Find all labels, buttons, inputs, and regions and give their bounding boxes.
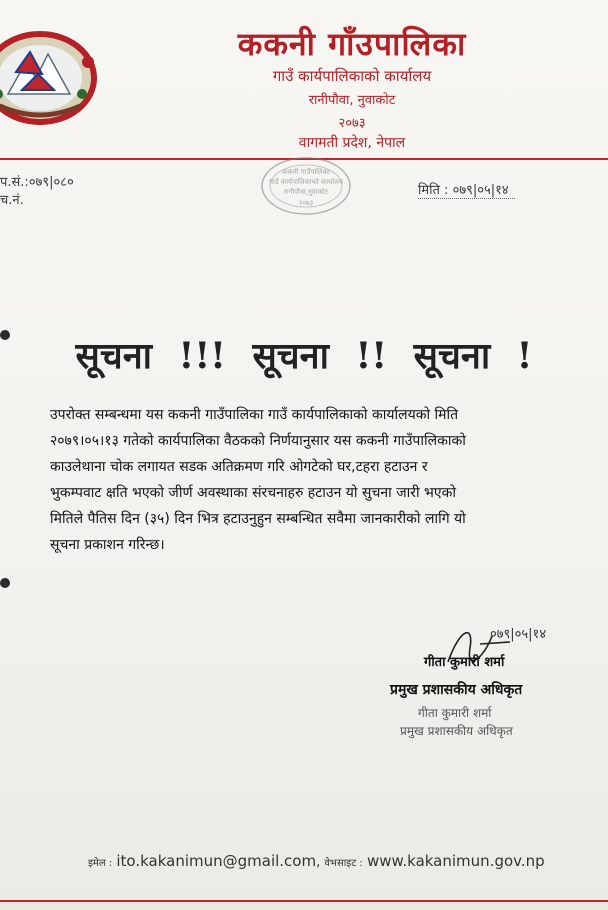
- signature-date: ०७९|०५|१४: [490, 627, 547, 642]
- office-stamp-icon: [258, 156, 354, 218]
- dispatch-number-label: च.नं.: [0, 193, 24, 208]
- stamp-line-1: ककनी गाउँपालिका: [282, 168, 330, 176]
- email-address: ito.kakanimun@gmail.com: [116, 852, 317, 870]
- title-stamp: प्रमुख प्रशासकीय अधिकृत: [400, 724, 513, 738]
- date-label: मिति :: [418, 183, 449, 198]
- contact-footer: इमेल : ito.kakanimun@gmail.com, वेभसाइट : www.kakanimun.gov.np: [88, 852, 545, 870]
- municipality-title: ककनी गाँउपालिका: [237, 25, 467, 63]
- body-line: २०७९।०५।१३ गतेको कार्यपालिका वैठकको निर्णयानुसार यस ककनी गाउँपालिकाको: [50, 433, 466, 449]
- body-line: भुकम्पवाट क्षति भएको जीर्ण अवस्थाका संरचनाहरु हटाउन यो सुचना जारी भएको: [50, 485, 456, 501]
- notice-body: [50, 402, 568, 558]
- email-label: इमेल :: [88, 858, 113, 869]
- reference-value: ०७९|०८०: [28, 175, 74, 190]
- province-line: वागमती प्रदेश, नेपाल: [298, 135, 406, 151]
- signatory-name: गीता कुमारी शर्मा: [424, 655, 505, 670]
- website-address: www.kakanimun.gov.np: [366, 852, 545, 870]
- footer-divider: [0, 900, 608, 902]
- stamp-line-4: २०७३: [298, 199, 314, 207]
- website-label: वेभसाइट :: [324, 858, 363, 869]
- signatory-title: प्रमुख प्रशासकीय अधिकृत: [390, 682, 523, 698]
- reference-number: [0, 172, 74, 190]
- date-value: ०७९|०५|१४: [452, 183, 509, 198]
- name-stamp: गीता कुमारी शर्मा: [418, 706, 492, 720]
- body-line: उपरोक्त सम्बन्धमा यस ककनी गाउँपालिका गाउँ कार्यपालिकाको कार्यालयको मिति: [50, 407, 459, 423]
- reference-label: प.सं.:: [0, 175, 29, 190]
- stamp-line-3: रानीपौवा,नुवाकोट: [283, 188, 329, 196]
- body-line: मितिले पैतिस दिन (३५) दिन भित्र हटाउनुहुन सम्बन्धित सवैमा जानकारीको लागि यो: [50, 511, 466, 527]
- office-subtitle: गाउँ कार्यपालिकाको कार्यालय: [272, 67, 432, 85]
- letter-date: [418, 180, 515, 199]
- punch-hole-mark: [0, 578, 10, 588]
- body-line: सूचना प्रकाशन गरिन्छ।: [50, 537, 165, 553]
- notice-heading: सूचना !!! सूचना !! सूचना !: [75, 335, 533, 377]
- body-line: काउलेथाना चोक लगायत सडक अतिक्रमण गरि ओगटेको घर,टहरा हटाउन र: [50, 459, 428, 475]
- office-address: रानीपौवा, नुवाकोट: [308, 93, 396, 108]
- nepal-emblem-icon: [0, 22, 102, 126]
- stamp-line-2: गाउँ कार्यपालिकाको कार्यालय: [269, 178, 343, 186]
- established-year: २०७३: [338, 116, 366, 131]
